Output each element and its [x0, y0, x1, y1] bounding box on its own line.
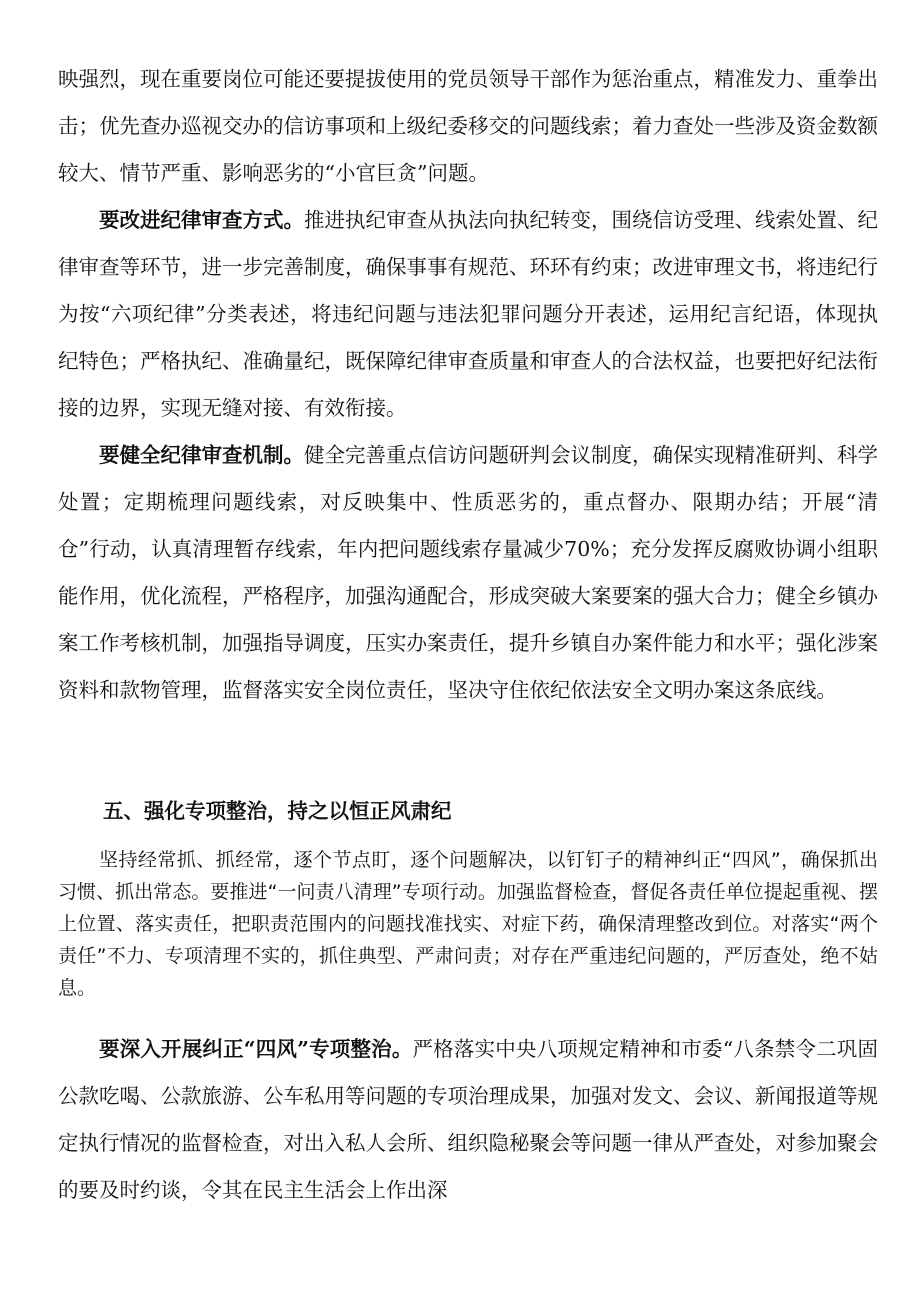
- paragraph-text: 映强烈，现在重要岗位可能还要提拔使用的党员领导干部作为惩治重点，精准发力、重拳出击；优先查办巡视交办的信访事项和上级纪委移交的问题线索；着力查处一些涉及资金数额较大、情节严重、影响恶劣的“小官巨贪”问题。: [58, 67, 878, 185]
- paragraph-text: 健全完善重点信访问题研判会议制度，确保实现精准研判、科学处置；定期梳理问题线索，对反映集中、性质恶劣的，重点督办、限期办结；开展“清仓”行动，认真清理暂存线索，年内把问题线索存量减少70%；充分发挥反腐败协调小组职能作用，优化流程，严格程序，加强沟通配合，形成突破大案要案的强大合力；健全乡镇办案工作考核机制，加强指导调度，压实办案责任，提升乡镇自办案件能力和水平；强化涉案资料和款物管理，监督落实安全岗位责任，坚决守住依纪依法安全文明办案这条底线。: [58, 443, 878, 702]
- paragraph-section-intro: [58, 844, 878, 1004]
- paragraph-text: 严格落实中央八项规定精神和市委“八条禁令二巩固公款吃喝、公款旅游、公车私用等问题的专项治理成果，加强对发文、会议、新闻报道等规定执行情况的监督检查，对出入私人会所、组织隐秘聚会等问题一律从严查处，对参加聚会的要及时约谈，令其在民主生活会上作出深: [58, 1037, 878, 1202]
- paragraph-text: 推进执纪审查从执法向执纪转变，围绕信访受理、线索处置、纪律审查等环节，进一步完善制度，确保事事有规范、环环有约束；改进审理文书，将违纪行为按“六项纪律”分类表述，将违纪问题与违法犯罪问题分开表述，运用纪言纪语，体现执纪特色；严格执纪、准确量纪，既保障纪律审查质量和审查人的合法权益，也要把好纪法衔接的边界，实现无缝对接、有效衔接。: [58, 208, 878, 420]
- paragraph-four-winds: [58, 1026, 878, 1214]
- paragraph-continued: [58, 56, 878, 197]
- paragraph-review-method: [58, 197, 878, 432]
- paragraph-text: 坚持经常抓、抓经常，逐个节点盯，逐个问题解决，以钉钉子的精神纠正“四风”，确保抓出习惯、抓出常态。要推进“一问责八清理”专项行动。加强监督检查，督促各责任单位提起重视、摆上位置、落实责任，把职责范围内的问题找准找实、对症下药，确保清理整改到位。对落实“两个责任”不力、专项清理不实的，抓住典型、严肃问责；对存在严重违纪问题的，严厉查处，绝不姑息。: [58, 849, 878, 999]
- paragraph-lead: 要改进纪律审查方式。: [99, 208, 304, 232]
- paragraph-review-mechanism: [58, 432, 878, 714]
- paragraph-lead: 要深入开展纠正“四风”专项整治。: [99, 1037, 413, 1061]
- section-heading: 五、强化专项整治，持之以恒正风肃纪: [103, 799, 452, 823]
- paragraph-lead: 要健全纪律审查机制。: [99, 443, 304, 467]
